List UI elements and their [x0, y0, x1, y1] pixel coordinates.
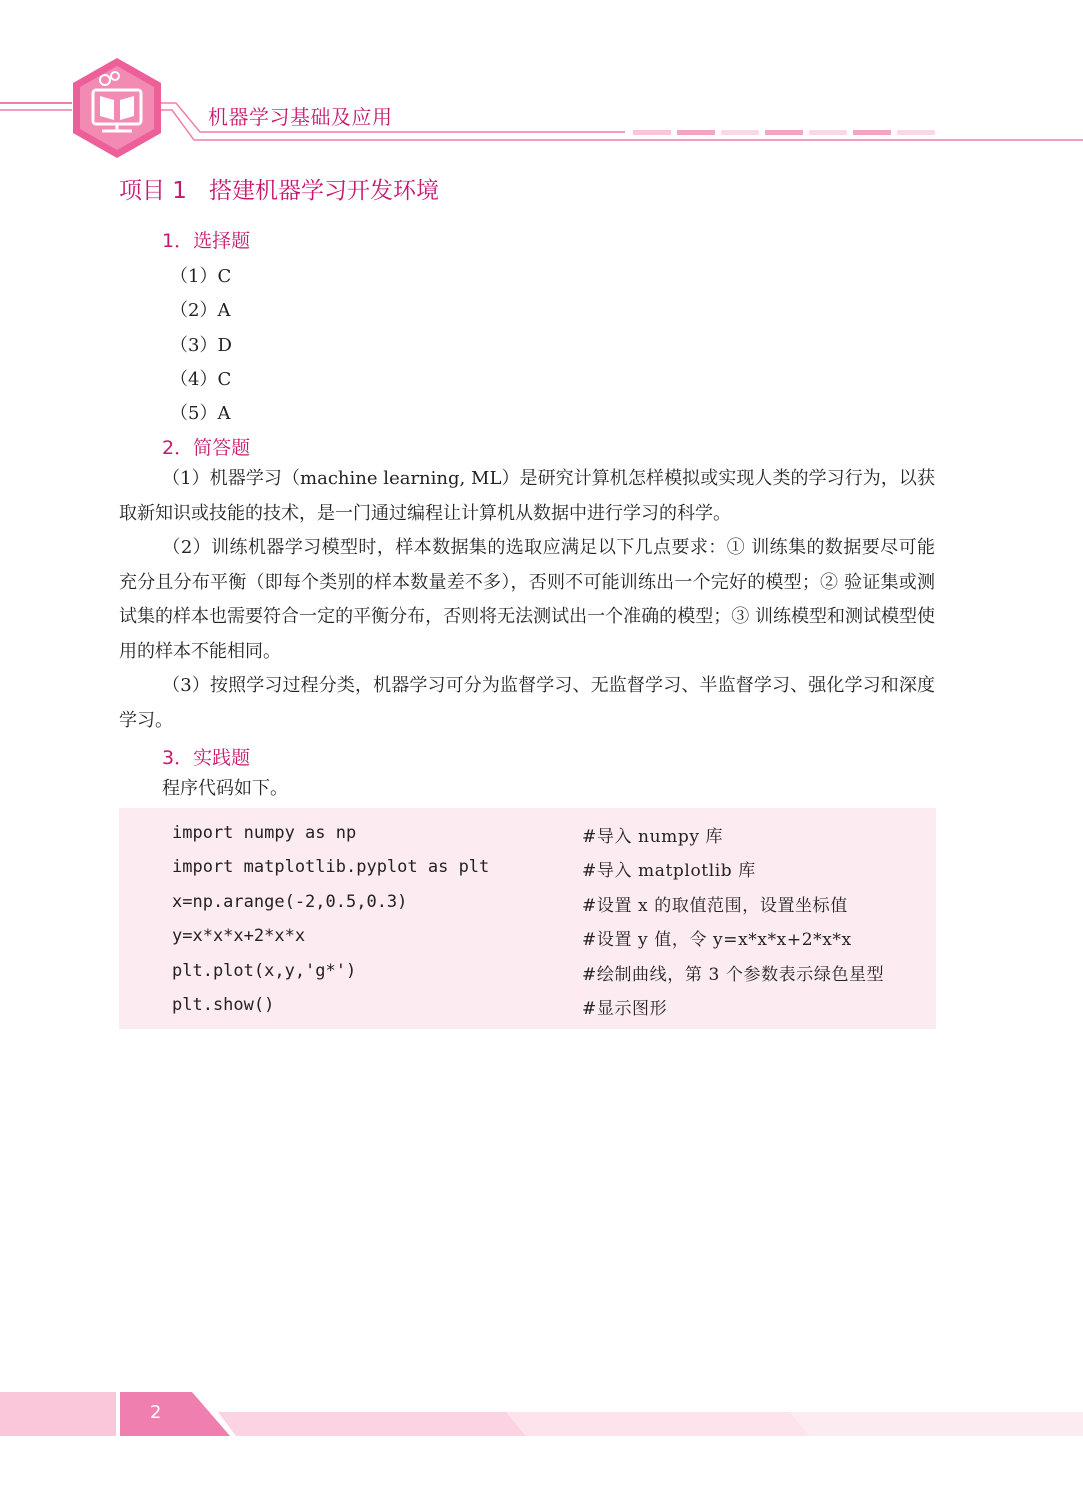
paragraph-text: （2）训练机器学习模型时，样本数据集的选取应满足以下几点要求：① 训练集的数据要尽可能充分且分布平衡（即每个类别的样本数量差不多），否则不可能训练出一个完好的模型；② 验证集或测试集的样本也需要符合一定的平衡分布，否则将无法测试出一个准确的模型；③ 训练模型和测试模型使用的样本不能相同。 [119, 537, 935, 662]
paragraph-text: （3）按照学习过程分类，机器学习可分为监督学习、无监督学习、半监督学习、强化学习和深度学习。 [119, 675, 935, 731]
answer-paragraph [119, 462, 935, 531]
project-name: 搭建机器学习开发环境 [208, 178, 439, 204]
code-line: import numpy as np [172, 823, 357, 843]
code-comment: #设置 y 值，令 y=x*x*x+2*x*x [582, 930, 852, 950]
answer-item: （1）C [170, 266, 232, 287]
code-comment: #显示图形 [582, 999, 668, 1019]
answer-paragraph [119, 531, 935, 669]
header-decoration [0, 50, 1083, 170]
book-badge-icon [73, 58, 161, 158]
paragraph-text: （1）机器学习（machine learning, ML）是研究计算机怎样模拟或实现人类的学习行为，以获取新知识或技能的技术，是一门通过编程让计算机从数据中进行学习的科学。 [119, 468, 935, 524]
answer-paragraph [119, 669, 935, 738]
section-heading-short: 2．简答题 [162, 437, 251, 459]
page-number: 2 [150, 1402, 162, 1423]
book-title: 机器学习基础及应用 [208, 105, 393, 129]
code-line: import matplotlib.pyplot as plt [172, 857, 490, 877]
section-heading-choice: 1．选择题 [162, 230, 251, 252]
code-comment: #设置 x 的取值范围，设置坐标值 [582, 896, 848, 916]
code-line: x=np.arange(-2,0.5,0.3) [172, 892, 408, 912]
footer-decoration [0, 1390, 1083, 1438]
code-line: plt.show() [172, 995, 275, 1015]
code-comment: #导入 numpy 库 [582, 827, 724, 847]
code-comment: #导入 matplotlib 库 [582, 861, 756, 881]
code-comment: #绘制曲线，第 3 个参数表示绿色星型 [582, 965, 885, 985]
project-title [119, 172, 439, 205]
code-line: y=x*x*x+2*x*x [172, 926, 306, 946]
code-intro: 程序代码如下。 [162, 778, 288, 799]
code-line: plt.plot(x,y,'g*') [172, 961, 357, 981]
section-heading-practice: 3．实践题 [162, 747, 251, 769]
answer-item: （4）C [170, 369, 232, 390]
project-number: 项目 1 [119, 178, 187, 204]
answer-item: （3）D [170, 335, 232, 356]
answer-item: （5）A [170, 403, 231, 424]
answer-item: （2）A [170, 300, 231, 321]
